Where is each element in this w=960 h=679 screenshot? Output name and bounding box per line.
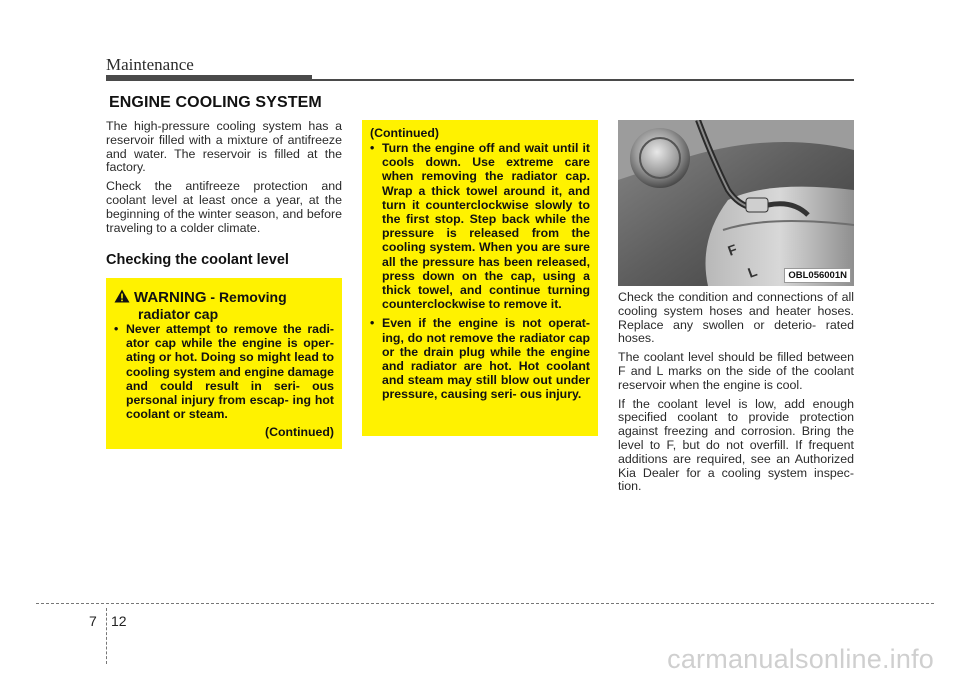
svg-text:L: L: [745, 262, 760, 281]
warning-bullet: • Even if the engine is not operat- ing, do not remove the radiator cap or the drain plug while the engine and radiator are hot. Hot coolant and steam may still blow out under pressure, causing seri- ous injury.: [370, 316, 590, 401]
section-label: Maintenance: [106, 55, 194, 74]
engine-bay-illustration: [618, 120, 854, 286]
header-rule-thick: [106, 75, 312, 81]
warning-bullet: • Turn the engine off and wait until it cools down. Use extreme care when removing the radiator cap. Wrap a thick towel around it, and turn it counterclockwise slowly to the first stop. Step back while the pressure is released from the cooling system. When you are sure all the pressure has been released, press down on the cap, using a thick towel, and continue turning counterclockwise to remove it.: [370, 141, 590, 311]
intro-paragraph-2: Check the antifreeze protection and coolant level at least once a year, at the beginning of the winter season, and before traveling to a colder climate.: [106, 179, 342, 235]
warning-triangle-icon: [114, 289, 130, 303]
warning-bullet: • Never attempt to remove the radi- ator cap while the engine is oper- ating or hot. Doing so might lead to cooling system and engine damage and could result in seri- ous personal injury from escap- ing hot coolant or steam.: [114, 322, 334, 421]
warning-continued-box: [362, 120, 598, 436]
warning-title-line2: radiator cap: [138, 306, 219, 322]
page-title: ENGINE COOLING SYSTEM: [109, 94, 322, 111]
right-paragraph-2: The coolant level should be filled between F and L marks on the side of the coolant reservoir when the engine is cool.: [618, 350, 854, 392]
page-number: 12: [111, 613, 127, 629]
intro-column: [106, 120, 342, 240]
continued-label: (Continued): [265, 425, 334, 439]
warning-label: WARNING: [134, 289, 207, 306]
header-rule-thin: [312, 79, 854, 81]
warning-title-rest: - Removing: [206, 289, 287, 305]
coolant-reservoir-photo: [618, 120, 854, 286]
intro-paragraph-1: The high-pressure cooling system has a reservoir filled with a mixture of antifreeze and water. The reservoir is filled at the factory.: [106, 119, 342, 175]
right-paragraph-3: If the coolant level is low, add enough specified coolant to provide protection against freezing and corrosion. Bring the level to F, but do not overfill. If frequent additions are required, see an Authorized Kia Dealer for a cooling system inspec- tion.: [618, 396, 854, 494]
svg-text:F: F: [725, 240, 740, 259]
warning-bullet-list: [114, 322, 334, 426]
right-column: [618, 291, 854, 499]
warning-title: [134, 289, 287, 306]
chapter-number: 7: [89, 613, 97, 629]
footer-divider-vertical: [106, 608, 107, 664]
warning-bullet-list: [370, 141, 590, 407]
watermark: carmanualsonline.info: [667, 644, 934, 674]
coolant-level-heading: Checking the coolant level: [106, 252, 289, 268]
continued-label: (Continued): [370, 126, 439, 140]
photo-code: OBL056001N: [784, 268, 851, 283]
warning-box: [106, 278, 342, 449]
footer-divider: [36, 603, 934, 604]
right-paragraph-1: Check the condition and connections of all cooling system hoses and heater hoses. Replace any swollen or deterio- rated hoses.: [618, 290, 854, 346]
